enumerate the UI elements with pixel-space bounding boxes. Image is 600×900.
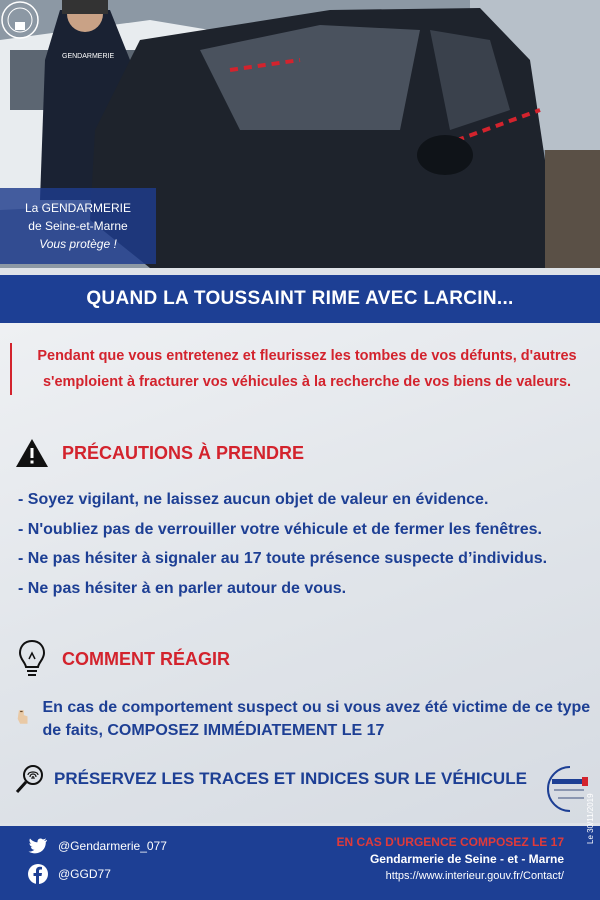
precautions-heading [14, 435, 304, 471]
fingerprint-magnifier-icon [14, 763, 46, 795]
list-item: - N'oubliez pas de verrouiller votre véhicule et de fermer les fenêtres. [18, 520, 542, 538]
facebook-handle: @GGD77 [58, 867, 111, 881]
gendarmerie-badge [0, 188, 156, 264]
footer [0, 826, 600, 900]
main-content [0, 323, 600, 823]
react-instruction [14, 696, 592, 742]
precautions-title: PRÉCAUTIONS À PRENDRE [62, 442, 305, 463]
twitter-link[interactable] [28, 836, 167, 856]
list-item: - Soyez vigilant, ne laissez aucun objet de valeur en évidence. [18, 491, 489, 508]
gendarmerie-name: Gendarmerie de Seine - et - Marne [369, 852, 564, 866]
react-heading [14, 641, 230, 677]
hero-photo [0, 0, 600, 268]
gendarmerie-emblem-icon [0, 0, 40, 40]
warning-icon [14, 435, 50, 471]
date-label: Le 30/11/2019 [586, 793, 595, 844]
react-title: COMMENT RÉAGIR [62, 648, 230, 669]
badge-line-2: de Seine-et-Marne [28, 219, 128, 233]
list-item: - Ne pas hésiter à en parler autour de vous. [18, 579, 347, 597]
traces-text: PRÉSERVEZ LES TRACES ET INDICES SUR LE VÉHICULE [54, 769, 527, 788]
twitter-handle: @Gendarmerie_077 [58, 839, 167, 853]
facebook-icon [28, 864, 48, 884]
precautions-list [18, 485, 593, 603]
intro-text: Pendant que vous entretenez et fleurissez les tombes de vos défunts, d'autres s'emploient à fracturer vos véhicules à la recherche de vos biens de valeurs. [10, 343, 592, 395]
lightbulb-icon [14, 641, 50, 677]
traces-instruction [14, 763, 527, 795]
phone-hand-icon [14, 702, 32, 732]
badge-line-1: La GENDARMERIE [24, 201, 132, 215]
uniform-text: GENDARMERIE [62, 53, 115, 60]
emergency-text: EN CAS D'URGENCE COMPOSEZ LE 17 [336, 835, 564, 849]
react-text: En cas de comportement suspect ou si vous avez été victime de ce type de faits, COMPOSEZ IMMÉDIATEMENT LE 17 [42, 699, 591, 739]
badge-line-3: Vous protège ! [39, 237, 117, 251]
contact-url[interactable]: https://www.interieur.gouv.fr/Contact/ [385, 870, 564, 882]
list-item: - Ne pas hésiter à signaler au 17 toute présence suspecte d’individus. [18, 550, 548, 567]
footer-contact [336, 834, 564, 884]
facebook-link[interactable] [28, 864, 111, 884]
page-title: QUAND LA TOUSSAINT RIME AVEC LARCIN... [0, 275, 600, 323]
twitter-icon [28, 836, 48, 856]
